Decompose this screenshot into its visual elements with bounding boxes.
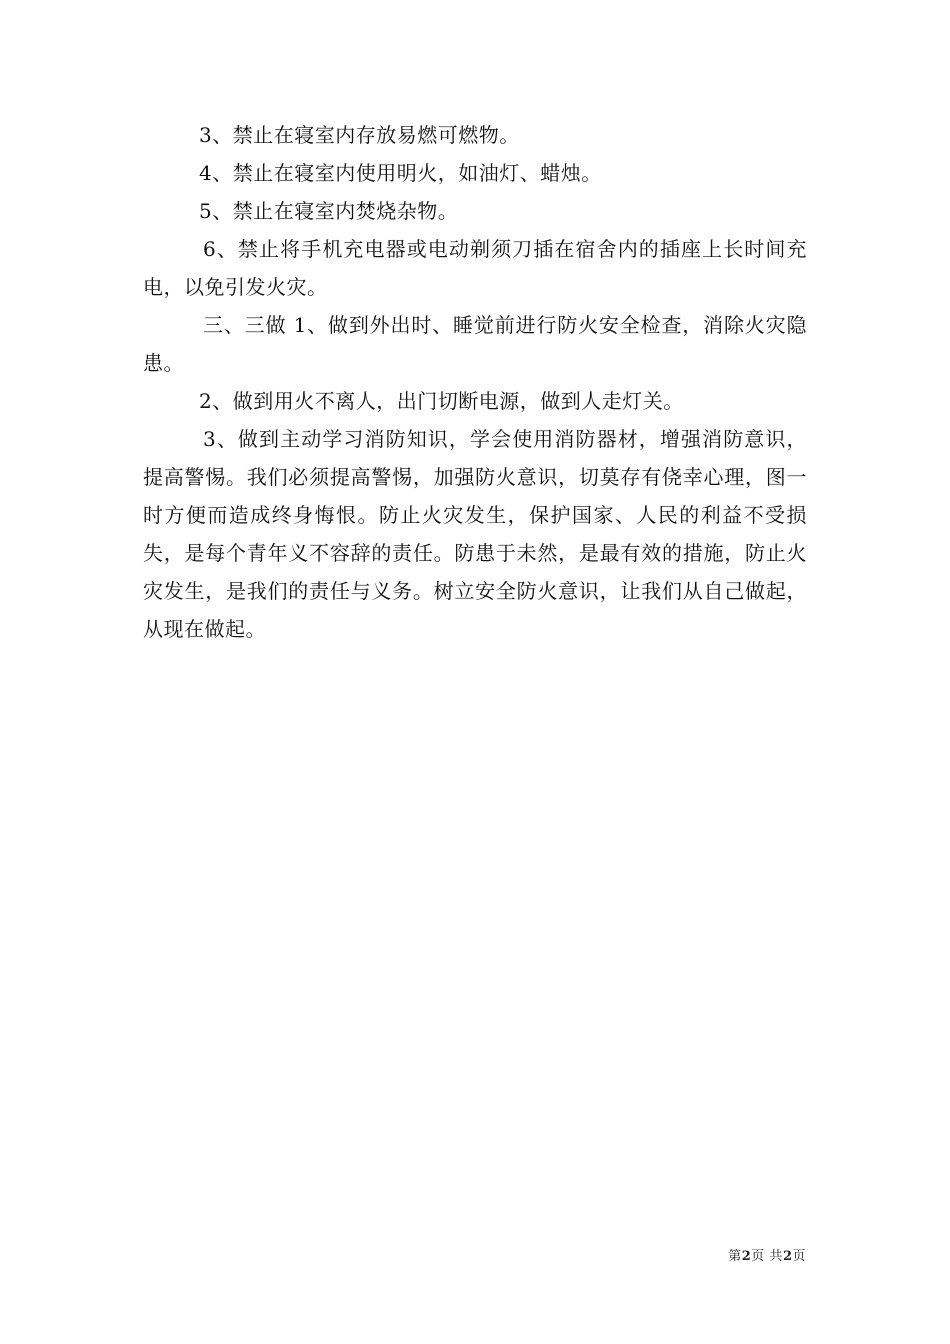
footer-current-page: 2 — [741, 1249, 752, 1264]
footer-prefix: 第 — [728, 1249, 742, 1264]
footer-middle: 页 共 — [751, 1249, 783, 1264]
paragraph-rule-5: 5、禁止在寝室内焚烧杂物。 — [199, 199, 459, 223]
paragraph-section-three-item-2: 2、做到用火不离人，出门切断电源，做到人走灯关。 — [199, 389, 684, 413]
paragraph-section-three-item-3: 3、做到主动学习消防知识，学会使用消防器材，增强消防意识，提高警惕。我们必须提高警惕，加强防火意识，切莫存有侥幸心理，图一时方便而造成终身悔恨。防止火灾发生，保护国家、人民的利益不受损失，是每个青年义不容辞的责任。防患于未然，是最有效的措施，防止火灾发生，是我们的责任与义务。树立安全防火意识，让我们从自己做起，从现在做起。 — [143, 427, 807, 641]
paragraph-rule-4: 4、禁止在寝室内使用明火，如油灯、蜡烛。 — [199, 161, 602, 185]
paragraph-rule-3: 3、禁止在寝室内存放易燃可燃物。 — [199, 123, 520, 147]
document-body — [143, 116, 807, 648]
footer-suffix: 页 — [792, 1249, 806, 1264]
paragraph-rule-6: 6、禁止将手机充电器或电动剃须刀插在宿舍内的插座上长时间充电，以免引发火灾。 — [143, 237, 807, 299]
paragraph-section-three-item-1: 三、三做 1、做到外出时、睡觉前进行防火安全检查，消除火灾隐患。 — [143, 313, 807, 375]
footer-total-pages: 2 — [782, 1249, 793, 1264]
page-footer — [728, 1249, 806, 1265]
